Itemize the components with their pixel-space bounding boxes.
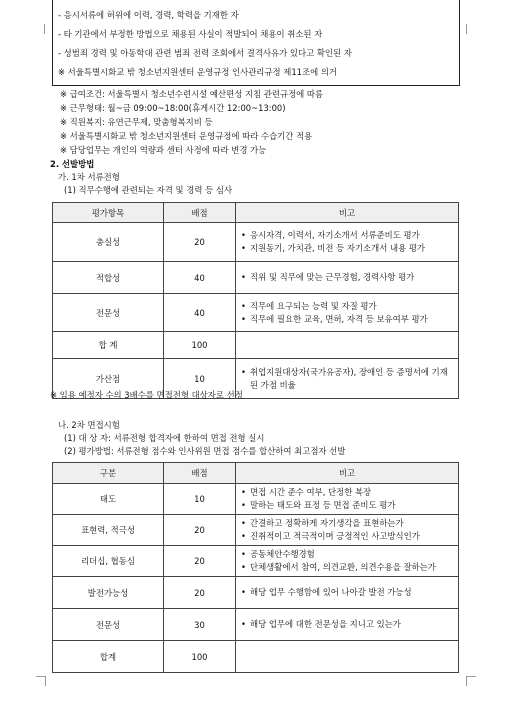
table2-score: 30 bbox=[164, 609, 236, 641]
crop-mark-bottom-right-v bbox=[466, 676, 467, 686]
table1-header-item: 평가항목 bbox=[53, 203, 164, 223]
remark-bullet: • 직무에 필요한 교육, 면허, 자격 등 보유여부 평가 bbox=[250, 313, 454, 326]
table2-remarks bbox=[236, 515, 459, 546]
table2-score: 10 bbox=[164, 484, 236, 515]
table1-item: 충실성 bbox=[53, 223, 164, 262]
disqualification-line-3: - 성범죄 경력 및 아동학대 관련 범죄 전력 조회에서 결격사유가 있다고 확인된 자 bbox=[58, 48, 352, 58]
remark-bullet: • 직무에 요구되는 능력 및 자질 평가 bbox=[250, 300, 454, 313]
table1-item: 가산점 bbox=[53, 359, 164, 399]
table-row bbox=[53, 223, 459, 262]
crop-mark-top-right bbox=[466, 24, 467, 34]
remark-bullet: • 진취적이고 적극적이며 긍정적인 사고방식인가 bbox=[250, 530, 454, 543]
disqualification-regulation-note: ※ 서울특별시화교 밖 청소년지원센터 운영규정 인사관리규정 제11조에 의거 bbox=[58, 67, 338, 77]
stage2-method: (2) 평가방법: 서류전형 점수와 인사위원 면접 점수를 합산하여 최고점자 선발 bbox=[64, 446, 346, 456]
note-duties: ※ 담당업무는 개인의 역량과 센터 사정에 따라 변경 가능 bbox=[60, 145, 267, 155]
table2-item: 표현력, 적극성 bbox=[53, 515, 164, 546]
document-screening-table bbox=[52, 202, 459, 399]
table2-item: 태도 bbox=[53, 484, 164, 515]
remark-bullet: • 간결하고 정확하게 자기생각을 표현하는가 bbox=[250, 517, 454, 530]
interview-table bbox=[52, 462, 459, 673]
table-row bbox=[53, 546, 459, 577]
crop-mark-top-left bbox=[44, 24, 45, 34]
remark-bullet: • 공동체안수행경험 bbox=[250, 548, 454, 561]
remark-bullet: • 지원동기, 가치관, 비전 등 자기소개서 내용 평가 bbox=[250, 242, 454, 255]
note-welfare: ※ 직원복지: 유연근무제, 맞춤형복지비 등 bbox=[60, 117, 213, 127]
remark-bullet: • 해당 업무 수행함에 있어 나아갈 발전 가능성 bbox=[250, 586, 454, 599]
table1-remarks bbox=[236, 332, 459, 359]
table-row bbox=[53, 609, 459, 641]
section-title-selection: 2. 선발방법 bbox=[50, 159, 95, 169]
table2-remarks bbox=[236, 484, 459, 515]
table1-item: 전문성 bbox=[53, 294, 164, 332]
stage1-subtitle: (1) 직무수행에 관련되는 자격 및 경력 등 심사 bbox=[64, 185, 233, 195]
table1-remarks bbox=[236, 223, 459, 262]
table2-header-remarks: 비고 bbox=[236, 463, 459, 484]
table-row bbox=[53, 262, 459, 294]
table2-item: 발전가능성 bbox=[53, 577, 164, 609]
table2-header-category: 구분 bbox=[53, 463, 164, 484]
crop-mark-bottom-right-h bbox=[466, 676, 476, 677]
table2-score: 20 bbox=[164, 515, 236, 546]
remark-bullet: • 단체생활에서 참여, 의견교환, 의견수용을 잘하는가 bbox=[250, 561, 454, 574]
table-row bbox=[53, 515, 459, 546]
table1-score: 40 bbox=[164, 294, 236, 332]
remark-bullet: • 직위 및 직무에 맞는 근무경험, 경력사항 평가 bbox=[250, 271, 454, 284]
remark-bullet: • 면접 시간 준수 여부, 단정한 복장 bbox=[250, 486, 454, 499]
table1-remarks bbox=[236, 359, 459, 399]
table1-footnote: ※ 임용 예정자 수의 3배수를 면접전형 대상자로 선정 bbox=[50, 390, 243, 400]
remark-bullet: • 말하는 태도와 표정 등 면접 준비도 평가 bbox=[250, 499, 454, 512]
remark-bullet: • 취업지원대상자(국가유공자), 장애인 등 증명서에 기재된 가점 비율 bbox=[250, 366, 454, 392]
table-row bbox=[53, 577, 459, 609]
stage2-target: (1) 대 상 자: 서류전형 합격자에 한하여 면접 전형 실시 bbox=[64, 433, 265, 443]
table1-score: 40 bbox=[164, 262, 236, 294]
table2-remarks bbox=[236, 577, 459, 609]
table2-remarks bbox=[236, 641, 459, 673]
table2-score: 20 bbox=[164, 577, 236, 609]
table-row bbox=[53, 332, 459, 359]
table-row bbox=[53, 294, 459, 332]
remark-bullet: • 해당 업무에 대한 전문성을 지니고 있는가 bbox=[250, 618, 454, 631]
note-probation: ※ 서울특별시화교 밖 청소년지원센터 운영규정에 따라 수습기간 적용 bbox=[60, 131, 313, 141]
crop-mark-bottom-left-v bbox=[45, 676, 46, 686]
table1-remarks bbox=[236, 294, 459, 332]
table2-header-score: 배점 bbox=[164, 463, 236, 484]
table1-header-remarks: 비고 bbox=[236, 203, 459, 223]
disqualification-line-1: - 응시서류에 허위에 이력, 경력, 학력을 기재한 자 bbox=[58, 10, 239, 20]
table2-score: 100 bbox=[164, 641, 236, 673]
table2-remarks bbox=[236, 546, 459, 577]
table1-score: 10 bbox=[164, 359, 236, 399]
stage2-title: 나. 2차 면접시험 bbox=[58, 420, 120, 430]
table2-item: 리더십, 협동심 bbox=[53, 546, 164, 577]
note-work-hours: ※ 근무형태: 월~금 09:00~18:00(휴게시간 12:00~13:00) bbox=[60, 103, 286, 113]
table1-remarks bbox=[236, 262, 459, 294]
note-salary: ※ 급여조건: 서울특별시 청소년수련시설 예산편성 지침 관련규정에 따름 bbox=[60, 89, 324, 99]
table1-item: 적합성 bbox=[53, 262, 164, 294]
stage1-title: 가. 1차 서류전형 bbox=[58, 172, 120, 182]
table2-remarks bbox=[236, 609, 459, 641]
table-row bbox=[53, 484, 459, 515]
table2-item: 합계 bbox=[53, 641, 164, 673]
table1-score: 20 bbox=[164, 223, 236, 262]
table1-header-score: 배점 bbox=[164, 203, 236, 223]
remark-bullet: • 응시자격, 이력서, 자기소개서 서류준비도 평가 bbox=[250, 229, 454, 242]
table1-score: 100 bbox=[164, 332, 236, 359]
table2-item: 전문성 bbox=[53, 609, 164, 641]
table1-item: 합 계 bbox=[53, 332, 164, 359]
table2-score: 20 bbox=[164, 546, 236, 577]
table-row bbox=[53, 641, 459, 673]
disqualification-line-2: - 타 기관에서 부정한 방법으로 채용된 사실이 적발되어 채용이 취소된 자 bbox=[58, 29, 323, 39]
